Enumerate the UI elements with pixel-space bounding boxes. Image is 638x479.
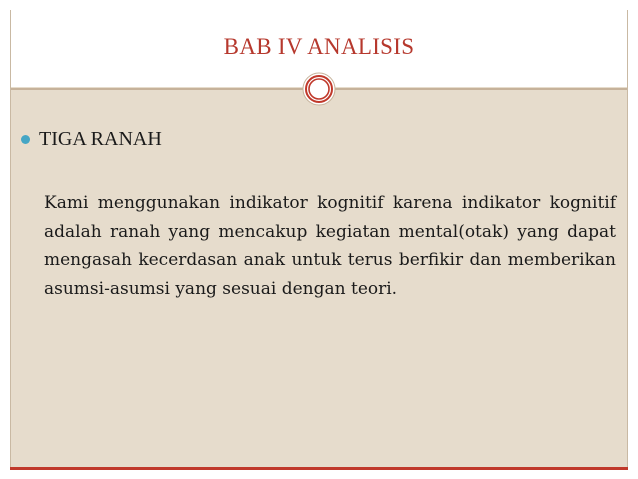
slide-frame bbox=[10, 10, 628, 467]
double-circle-ornament-icon bbox=[302, 72, 336, 106]
bullet-label: TIGA RANAH bbox=[39, 127, 162, 150]
slide-title: BAB IV ANALISIS bbox=[223, 34, 415, 59]
bullet-item bbox=[21, 125, 162, 153]
bottom-accent-bar bbox=[10, 467, 628, 470]
body-paragraph: Kami menggunakan indikator kognitif karena indikator kognitif adalah ranah yang mencakup kegiatan mental(otak) yang dapat mengasah kecerdasan anak untuk terus berfikir dan memberikan asumsi-asumsi yang sesuai dengan teori. bbox=[44, 193, 616, 299]
round-bullet-icon bbox=[21, 135, 30, 144]
